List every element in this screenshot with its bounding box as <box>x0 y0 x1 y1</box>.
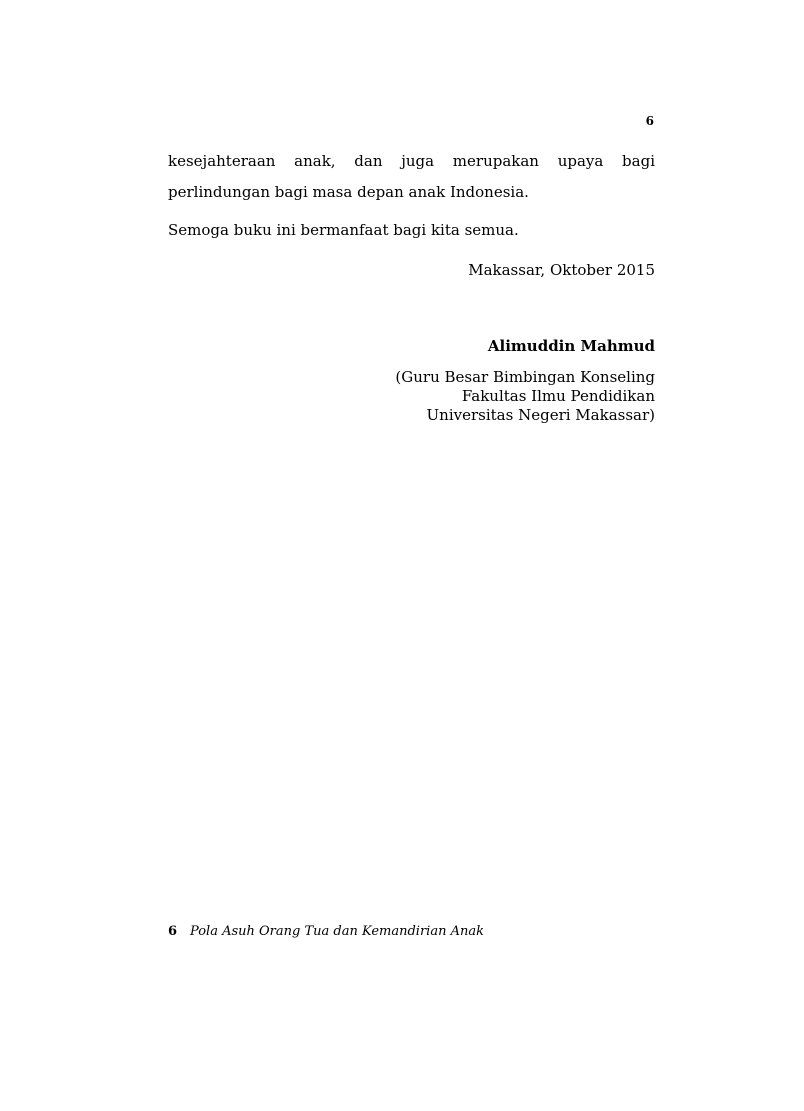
footer-page-number: 6 <box>168 924 178 939</box>
paragraph-closing-sentence <box>168 146 655 208</box>
place-date: Makassar, Oktober 2015 <box>468 261 655 279</box>
author-name: Alimuddin Mahmud <box>487 337 655 355</box>
page-footer <box>168 924 484 939</box>
affiliation-line: (Guru Besar Bimbingan Konseling <box>395 368 655 386</box>
affiliation-line: Universitas Negeri Makassar) <box>426 406 655 424</box>
paragraph-wish: Semoga buku ini bermanfaat bagi kita semua. <box>168 221 519 239</box>
author-affiliation <box>330 368 655 425</box>
affiliation-line: Fakultas Ilmu Pendidikan <box>461 387 655 405</box>
paragraph-line: kesejahteraan anak, dan juga merupakan upaya bagi <box>168 152 655 170</box>
footer-book-title: Pola Asuh Orang Tua dan Kemandirian Anak <box>190 924 484 939</box>
paragraph-line: perlindungan bagi masa depan anak Indonesia. <box>168 183 529 201</box>
header-page-number: 6 <box>645 114 654 128</box>
